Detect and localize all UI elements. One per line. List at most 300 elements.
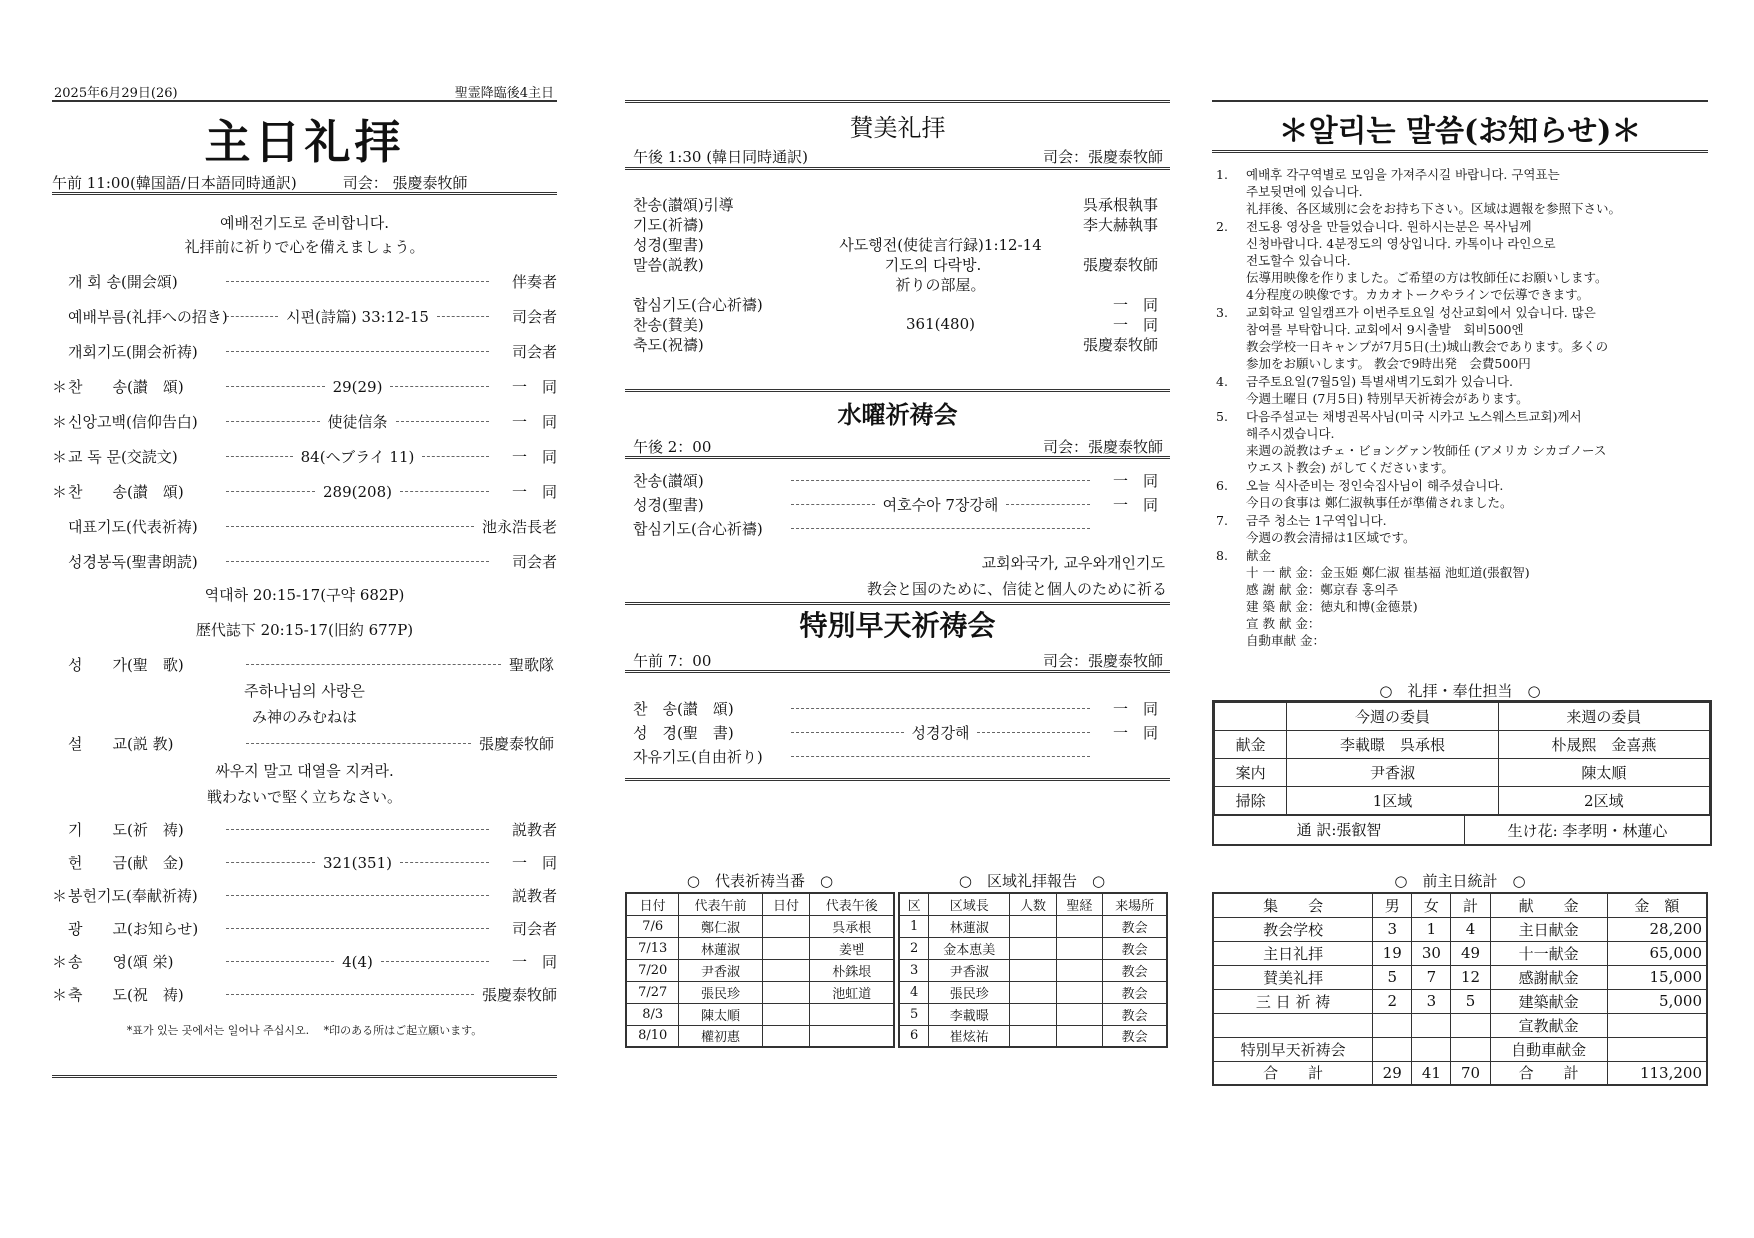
- table-row: [1213, 1037, 1707, 1061]
- table-cell: [1213, 1013, 1373, 1037]
- wed-time: 午後 2：00: [633, 438, 712, 456]
- table-cell: [810, 1025, 894, 1047]
- table-cell: 8/10: [626, 1025, 679, 1047]
- order-item: [52, 299, 557, 334]
- order-item-leader: 張慶泰牧師: [481, 986, 557, 1004]
- dots: [437, 316, 489, 317]
- table-cell: [1056, 1003, 1102, 1025]
- table-cell: 3: [1373, 917, 1412, 941]
- table-row: [1215, 731, 1710, 759]
- service-time: 午前 11:00(韓国語/日本語同時通訳): [52, 174, 297, 192]
- sermon-who: 張慶泰牧師: [478, 735, 554, 753]
- divider: [52, 100, 557, 102]
- order-item-name: 광 고(お知らせ): [68, 920, 199, 938]
- star-mark: ＊: [52, 413, 68, 431]
- table-cell: [762, 1025, 810, 1047]
- order-item-leader: 説教者: [511, 887, 557, 905]
- table-cell: 掃除: [1215, 787, 1287, 815]
- announcement-number: 2.: [1216, 219, 1228, 234]
- order-item-leader: 池永浩長老: [481, 518, 557, 536]
- table-cell: 張民珍: [679, 981, 762, 1003]
- service-row-name: 성 경(聖 書): [633, 723, 734, 742]
- order-item-leader: 一 同: [511, 854, 557, 872]
- choir-who: 聖歌隊: [508, 656, 554, 674]
- announcement-item: [1216, 373, 1706, 407]
- announcement-line: 금주토요일(7월5일) 특별새벽기도회가 있습니다.: [1246, 374, 1514, 389]
- star-mark: ＊: [52, 378, 68, 396]
- table-cell: 2: [899, 937, 929, 959]
- order-item: [52, 879, 557, 912]
- table-cell: 41: [1412, 1061, 1451, 1085]
- dots: [226, 386, 325, 387]
- announcement-body: [1246, 373, 1529, 407]
- order-item-name: 송 영(頌 栄): [68, 953, 174, 971]
- star-mark: ＊: [52, 887, 68, 905]
- service-row: [633, 294, 1158, 314]
- table-header-cell: 人数: [1010, 893, 1056, 915]
- order-item-detail: 시편(詩篇) 33:12-15: [286, 308, 429, 326]
- order-item: [52, 813, 557, 846]
- service-row: [633, 720, 1158, 744]
- table-cell: 教会: [1103, 915, 1167, 937]
- announcement-body: [1246, 547, 1530, 649]
- announcement-number: 4.: [1216, 374, 1228, 389]
- dots: [396, 421, 490, 422]
- table-cell: 5: [1373, 965, 1412, 989]
- scripture-ja: 歴代誌下 20:15-17(旧約 677P): [195, 621, 414, 639]
- order-item: [52, 846, 557, 879]
- wed-topic-ko: 교회와국가, 교우와개인기도: [981, 554, 1165, 572]
- announcement-line: 今日の食事は 鄭仁淑執事任が準備されました。: [1246, 495, 1513, 510]
- table-cell: 陳太順: [1498, 759, 1709, 787]
- table-cell: [1056, 959, 1102, 981]
- table-cell: [1451, 1013, 1490, 1037]
- star-mark: ＊: [52, 483, 68, 501]
- order-item: [52, 945, 557, 978]
- order-item-detail: 29(29): [332, 377, 383, 396]
- table-cell: 特別早天祈祷会: [1213, 1037, 1373, 1061]
- sermon-title-ja: 戦わないで堅く立ちなさい。: [206, 788, 402, 806]
- service-row: [633, 274, 1158, 294]
- presider: 司会： 張慶泰牧師: [342, 174, 468, 192]
- table-cell: 自動車献金: [1490, 1037, 1607, 1061]
- service-row-name: 축도(祝禱): [633, 335, 704, 354]
- dots: [791, 504, 875, 505]
- table-cell: 8/3: [626, 1003, 679, 1025]
- table-row: [626, 1025, 894, 1047]
- table-header-cell: 金 額: [1607, 893, 1707, 917]
- table-cell: [1607, 1013, 1707, 1037]
- star-mark: ＊: [52, 448, 68, 466]
- stats-table: [1212, 892, 1708, 1086]
- dots: [791, 732, 904, 733]
- announcement-line: 今週の教会清掃は1区域です。: [1246, 530, 1416, 545]
- table-cell: 29: [1373, 1061, 1412, 1085]
- praise-order: [633, 194, 1158, 354]
- dots: [226, 561, 489, 562]
- table-cell: 5: [899, 1003, 929, 1025]
- order-item-name: 찬 송(讃 頌): [68, 378, 184, 396]
- dots: [1006, 504, 1090, 505]
- table-cell: [1373, 1013, 1412, 1037]
- table-cell: [1373, 1037, 1412, 1061]
- table-cell: [762, 937, 810, 959]
- table-cell: [1412, 1013, 1451, 1037]
- table-cell: 崔炫祐: [929, 1025, 1010, 1047]
- announcement-number: 1.: [1216, 167, 1228, 182]
- order-item-name: 기 도(祈 祷): [68, 821, 184, 839]
- anthem-ja: み神のみむねは: [251, 708, 357, 726]
- prayer-duty-table: [625, 892, 895, 1048]
- announcement-line: 建 築 献 金：徳丸和博(金德景): [1246, 599, 1418, 614]
- region-report-title: ○ 区域礼拝報告 ○: [958, 872, 1106, 890]
- order-item-name: 개 회 송(開会頌): [68, 273, 178, 291]
- dawn-order: [633, 696, 1158, 768]
- service-row-name: 찬송(賛美): [633, 315, 704, 334]
- order-item-detail: 289(208): [323, 482, 392, 501]
- table-cell: [1010, 959, 1056, 981]
- announcement-item: [1216, 218, 1706, 303]
- table-cell: [1451, 1037, 1490, 1061]
- table-cell: 7/6: [626, 915, 679, 937]
- table-cell: 教会学校: [1213, 917, 1373, 941]
- announcement-item: [1216, 408, 1706, 476]
- announcement-line: 교회학교 일일캠프가 이번주토요일 성산교회에서 있습니다. 많은: [1246, 305, 1596, 320]
- announcement-item: [1216, 512, 1706, 546]
- service-row-detail: 기도의 다락방.: [884, 255, 982, 274]
- service-row-leader: 一 同: [1112, 699, 1158, 718]
- duty-footer: [1214, 815, 1710, 844]
- announcement-item: [1216, 304, 1706, 372]
- table-cell: 三 日 祈 祷: [1213, 989, 1373, 1013]
- dots: [226, 351, 489, 352]
- table-cell: 3: [1412, 989, 1451, 1013]
- service-row-name: 성경(聖書): [633, 235, 704, 254]
- service-row-detail: 성경강해: [911, 723, 970, 742]
- divider: [52, 192, 557, 195]
- service-row-name: 기도(祈禱): [633, 215, 704, 234]
- announcement-line: 今週土曜日 (7月5日) 特別早天祈祷会があります。: [1246, 391, 1529, 406]
- table-cell: 5,000: [1607, 989, 1707, 1013]
- wed-info: [633, 436, 1163, 457]
- dots: [791, 708, 1090, 709]
- table-row: [899, 981, 1167, 1003]
- table-header-cell: 献 金: [1490, 893, 1607, 917]
- wed-topic-ja: 教会と国のために、信徒と個人のために祈る: [866, 580, 1167, 598]
- order-item-name: 축 도(祝 祷): [68, 986, 184, 1004]
- announcement-number: 5.: [1216, 409, 1228, 424]
- announcement-line: 自動車献 金：: [1246, 633, 1325, 648]
- dots: [226, 961, 334, 962]
- dots: [977, 732, 1090, 733]
- dots: [226, 316, 278, 317]
- dawn-presider: 司会：張慶泰牧師: [1042, 652, 1163, 670]
- dots: [400, 862, 489, 863]
- flowers: 生け花: 李孝明・林蓮心: [1507, 821, 1668, 840]
- service-row: [633, 234, 1158, 254]
- table-row: [899, 937, 1167, 959]
- divider: [625, 100, 1170, 103]
- table-cell: 李載暻 呉承根: [1287, 731, 1498, 759]
- dots: [226, 421, 320, 422]
- divider: [625, 778, 1170, 781]
- order-item: [52, 334, 557, 369]
- dots: [400, 491, 489, 492]
- dots: [226, 928, 489, 929]
- order-item-leader: 司会者: [511, 343, 557, 361]
- choir-name: 성 가(聖 歌): [68, 656, 184, 674]
- table-cell: 7/20: [626, 959, 679, 981]
- table-cell: [1607, 1037, 1707, 1061]
- order-item-leader: 一 同: [511, 483, 557, 501]
- table-header-cell: 代表午後: [810, 893, 894, 915]
- order-item-name: 봉헌기도(奉献祈祷): [68, 887, 198, 905]
- service-row-leader: 呉承根執事: [1082, 195, 1158, 214]
- service-row-name: 자유기도(自由祈り): [633, 747, 763, 766]
- table-cell: 宣教献金: [1490, 1013, 1607, 1037]
- praise-title: 賛美礼拝: [849, 114, 946, 142]
- order-item-leader: 一 同: [512, 378, 558, 396]
- table-cell: 李載暻: [929, 1003, 1010, 1025]
- service-row: [633, 314, 1158, 334]
- service-row-name: 합심기도(合心祈禱): [633, 519, 763, 538]
- announcement-line: 예배후 각구역별로 모임을 가져주시길 바랍니다. 구역표는: [1246, 167, 1560, 182]
- table-header-cell: 代表午前: [679, 893, 762, 915]
- divider: [625, 456, 1170, 459]
- duty-table: [1214, 702, 1710, 815]
- table-cell: 4: [899, 981, 929, 1003]
- table-cell: [762, 981, 810, 1003]
- announcement-line: 해주시겠습니다.: [1246, 426, 1335, 441]
- service-row: [633, 254, 1158, 274]
- service-row-detail: 사도행전(使徒言行録)1:12-14: [839, 235, 1042, 254]
- sermon-row: [68, 733, 554, 754]
- divider: [625, 389, 1170, 392]
- table-cell: 6: [899, 1025, 929, 1047]
- announcement-item: [1216, 477, 1706, 511]
- service-row: [633, 492, 1158, 516]
- table-row: [899, 1025, 1167, 1047]
- order-item: [52, 978, 557, 1011]
- table-header-cell: 今週の委員: [1287, 703, 1498, 731]
- order-item: [52, 544, 557, 579]
- table-cell: 尹香淑: [929, 959, 1010, 981]
- table-row: [899, 915, 1167, 937]
- dots: [422, 456, 489, 457]
- table-row: [1215, 759, 1710, 787]
- table-cell: [1010, 981, 1056, 1003]
- table-cell: 7: [1412, 965, 1451, 989]
- table-cell: 15,000: [1607, 965, 1707, 989]
- table-cell: [762, 1003, 810, 1025]
- table-cell: 十一献金: [1490, 941, 1607, 965]
- announcement-body: [1246, 408, 1606, 476]
- table-header-cell: 男: [1373, 893, 1412, 917]
- announcement-line: 礼拝後、各区域別に会をお持ち下さい。区域は週報を参照下さい。: [1246, 201, 1622, 216]
- order-item-name: 개회기도(開会祈祷): [68, 343, 198, 361]
- dots: [226, 994, 474, 995]
- service-info: [52, 172, 557, 193]
- announcement-line: 전도용 영상을 만들었습니다. 원하시는분은 목사님께: [1246, 219, 1532, 234]
- table-row: [1213, 1061, 1707, 1085]
- prayer-duty-title: ○ 代表祈祷当番 ○: [686, 872, 834, 890]
- table-cell: 1: [899, 915, 929, 937]
- order-list: [52, 264, 557, 579]
- announcement-line: 伝導用映像を作りました。ご希望の方は牧師任にお願いします。: [1246, 270, 1608, 285]
- divider: [625, 167, 1170, 170]
- order-item-leader: 伴奏者: [511, 273, 557, 291]
- table-cell: 教会: [1103, 959, 1167, 981]
- dots: [226, 456, 293, 457]
- dots: [226, 862, 315, 863]
- dots: [226, 895, 489, 896]
- announcement-body: [1246, 218, 1608, 303]
- dawn-info: [633, 650, 1163, 671]
- table-cell: 林蓮淑: [679, 937, 762, 959]
- table-row: [626, 937, 894, 959]
- announcement-body: [1246, 477, 1512, 511]
- table-header-cell: 計: [1451, 893, 1490, 917]
- page-title: 主日礼拝: [204, 115, 405, 169]
- service-row-detail: 361(480): [906, 315, 975, 333]
- table-header-cell: [1215, 703, 1287, 731]
- dots: [791, 480, 1090, 481]
- table-cell: 賛美礼拝: [1213, 965, 1373, 989]
- table-cell: 朴銖垠: [810, 959, 894, 981]
- prep-ja: 礼拝前に祈りで心を備えましょう。: [184, 238, 425, 256]
- announcement-line: 教会学校一日キャンプが7月5日(土)城山教会であります。多くの: [1246, 339, 1609, 354]
- table-cell: [1010, 1025, 1056, 1047]
- service-row-name: 찬송(讃頌): [633, 471, 704, 490]
- service-row-leader: 一 同: [1112, 315, 1158, 334]
- announcement-line: 참여를 부탁합니다. 교회에서 9시출발 회비500엔: [1246, 322, 1524, 337]
- order-item-leader: 司会者: [511, 553, 557, 571]
- order-item-leader: 一 同: [512, 413, 558, 431]
- table-row: [1215, 787, 1710, 815]
- table-cell: 70: [1451, 1061, 1490, 1085]
- order-item-detail: 使徒信条: [327, 413, 388, 431]
- star-mark: ＊: [52, 986, 68, 1004]
- service-row-leader: 一 同: [1112, 295, 1158, 314]
- table-header-row: [1213, 893, 1707, 917]
- choir-row: [68, 654, 554, 675]
- service-row-leader: 一 同: [1112, 723, 1158, 742]
- table-cell: 教会: [1103, 1025, 1167, 1047]
- order-item-leader: 司会者: [511, 308, 557, 326]
- announcement-number: 6.: [1216, 478, 1228, 493]
- service-row: [633, 468, 1158, 492]
- dots: [226, 281, 489, 282]
- table-header-cell: 区域長: [929, 893, 1010, 915]
- prep-ko: 예배전기도로 준비합니다.: [220, 214, 389, 232]
- table-cell: 林蓮淑: [929, 915, 1010, 937]
- table-cell: 案内: [1215, 759, 1287, 787]
- interpreter: 通 訳:張叡智: [1214, 816, 1465, 844]
- table-cell: [1010, 915, 1056, 937]
- service-row-leader: 一 同: [1112, 495, 1158, 514]
- table-cell: 113,200: [1607, 1061, 1707, 1085]
- table-cell: 感謝献金: [1490, 965, 1607, 989]
- order-item: [52, 264, 557, 299]
- table-cell: 權初惠: [679, 1025, 762, 1047]
- announcement-line: 参加をお願いします。 教会で9時出発 会費500円: [1246, 356, 1531, 371]
- service-row-name: 찬 송(讃 頌): [633, 699, 734, 718]
- service-row: [633, 214, 1158, 234]
- divider: [52, 1075, 557, 1078]
- table-cell: 主日献金: [1490, 917, 1607, 941]
- order-item-leader: 一 同: [512, 953, 558, 971]
- dots: [791, 756, 1090, 757]
- table-row: [1213, 989, 1707, 1013]
- order-item-leader: 司会者: [511, 920, 557, 938]
- table-cell: [1056, 915, 1102, 937]
- order-item: [52, 912, 557, 945]
- table-cell: 49: [1451, 941, 1490, 965]
- order-item-detail: 84(ヘブライ 11): [300, 448, 415, 466]
- duty-box: [1212, 700, 1712, 846]
- table-cell: 金本恵美: [929, 937, 1010, 959]
- announcement-list: [1216, 166, 1706, 650]
- announcement-body: [1246, 166, 1621, 217]
- order-item-name: 헌 금(献 金): [68, 854, 184, 872]
- order-item-name: 성경봉독(聖書朗読): [68, 553, 198, 571]
- table-cell: 尹香淑: [679, 959, 762, 981]
- divider: [1212, 100, 1708, 102]
- table-cell: 12: [1451, 965, 1490, 989]
- order-item-detail: 321(351): [323, 853, 392, 872]
- table-cell: 建築献金: [1490, 989, 1607, 1013]
- announcement-number: 7.: [1216, 513, 1228, 528]
- table-cell: 合 計: [1213, 1061, 1373, 1085]
- order-item-name: 신앙고백(信仰告白): [68, 413, 198, 431]
- table-cell: 鄭仁淑: [679, 915, 762, 937]
- service-row-leader: 張慶泰牧師: [1082, 335, 1158, 354]
- table-cell: 65,000: [1607, 941, 1707, 965]
- dots: [390, 386, 489, 387]
- table-cell: 30: [1412, 941, 1451, 965]
- table-cell: 1: [1412, 917, 1451, 941]
- announcement-item: [1216, 166, 1706, 217]
- table-cell: 2: [1373, 989, 1412, 1013]
- table-header-cell: 来週の委員: [1498, 703, 1709, 731]
- table-header-cell: 日付: [626, 893, 679, 915]
- table-row: [899, 959, 1167, 981]
- announcement-line: 献金: [1246, 548, 1272, 563]
- table-row: [1213, 917, 1707, 941]
- table-row: [626, 915, 894, 937]
- service-row-leader: 張慶泰牧師: [1082, 255, 1158, 274]
- table-cell: [762, 959, 810, 981]
- praise-info: [633, 146, 1163, 167]
- order-list-2: [52, 813, 557, 1011]
- table-header-row: [1215, 703, 1710, 731]
- order-item: [52, 509, 557, 544]
- table-cell: [1010, 1003, 1056, 1025]
- table-cell: 4: [1451, 917, 1490, 941]
- service-row-detail: 祈りの部屋。: [895, 275, 986, 294]
- announcement-line: 전도할수 있습니다.: [1246, 253, 1351, 268]
- dawn-time: 午前 7：00: [633, 652, 712, 670]
- table-row: [1213, 965, 1707, 989]
- table-row: [1213, 941, 1707, 965]
- table-cell: 3: [899, 959, 929, 981]
- announcement-line: 宣 教 献 金：: [1246, 616, 1321, 631]
- announcement-line: 感 謝 献 金：鄭京春 홍의주: [1246, 582, 1399, 597]
- dots: [226, 526, 474, 527]
- dawn-title: 特別早天祈祷会: [799, 609, 996, 642]
- dots: [226, 829, 489, 830]
- table-cell: [810, 1003, 894, 1025]
